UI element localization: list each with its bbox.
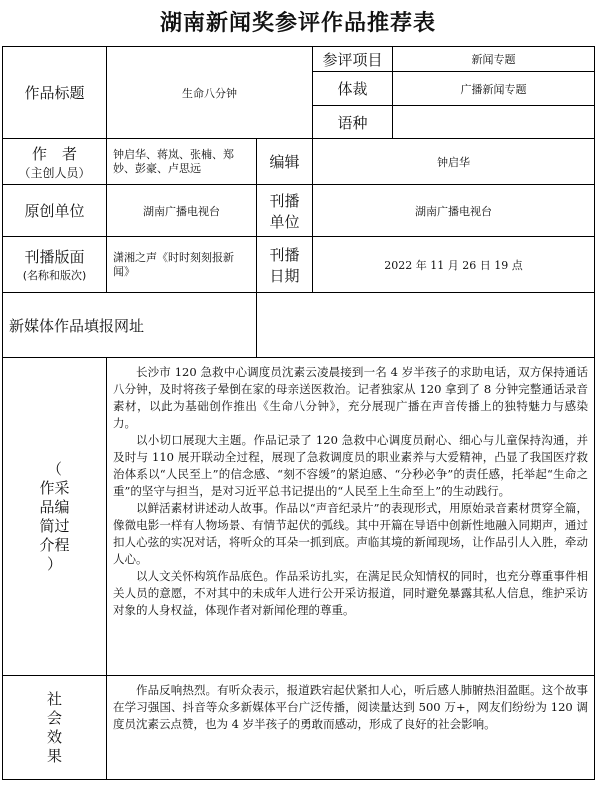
label-language: 语种 (313, 106, 393, 139)
intro-paragraph: 以人文关怀构筑作品底色。作品采访扎实，在满足民众知情权的同时，也充分尊重事件相关人员的意愿，不对其中的未成年人进行公开采访报道，同时避免暴露其私人信息，维护采访对象的人身权益，体现作者对新闻伦理的尊重。 (113, 569, 588, 617)
label-pub-section (3, 237, 107, 293)
value-authors: 钟启华、蒋岚、张楠、郑妙、彭豪、卢思远 (107, 139, 257, 185)
label-author (3, 139, 107, 185)
label-intro-line: （ (46, 459, 62, 478)
label-intro (3, 358, 107, 676)
label-pub-date-line2: 日期 (269, 266, 300, 285)
label-original-unit: 原创单位 (3, 185, 107, 237)
recommendation-form (2, 46, 595, 780)
value-original-unit: 湖南广播电视台 (107, 185, 257, 237)
label-work-title: 作品标题 (3, 47, 107, 139)
intro-paragraph: 长沙市 120 急救中心调度员沈素云凌晨接到一名 4 岁半孩子的求助电话，双方保持通话八分钟，及时将孩子晕倒在家的母亲送医救治。记者独家从 120 拿到了 8 分钟完整通话录音素材，以此为基础创作推出《生命八分钟》，充分展现广播在声音传播上的独特魅力与感染力。 (113, 365, 588, 430)
label-pub-date-line1: 刊播 (269, 245, 300, 264)
label-social-effect (3, 676, 107, 780)
label-new-media-url: 新媒体作品填报网址 (3, 293, 257, 358)
label-intro-line: 介程 (39, 535, 70, 554)
label-pub-unit-line1: 刊播 (269, 191, 300, 210)
value-genre: 广播新闻专题 (393, 72, 595, 106)
label-social-effect-line: 果 (46, 746, 62, 765)
value-work-title: 生命八分钟 (107, 47, 313, 139)
intro-body (107, 358, 595, 676)
label-pub-unit-line2: 单位 (269, 212, 300, 231)
label-social-effect-line: 会 (46, 708, 62, 727)
label-intro-line: ） (46, 554, 62, 573)
label-editor: 编辑 (257, 139, 313, 185)
value-category: 新闻专题 (393, 47, 595, 72)
label-pub-date (257, 237, 313, 293)
label-author-line1: 作 者 (31, 144, 77, 163)
label-pub-section-line2: (名称和版次) (22, 269, 87, 282)
value-language (393, 106, 595, 139)
social-effect-body (107, 676, 595, 780)
label-intro-line: 简过 (39, 516, 70, 535)
label-intro-line: 作采 (39, 478, 70, 497)
value-editor: 钟启华 (313, 139, 595, 185)
label-genre: 体裁 (313, 72, 393, 106)
form-title: 湖南新闻奖参评作品推荐表 (159, 10, 436, 36)
label-pub-unit (257, 185, 313, 237)
label-social-effect-line: 效 (46, 727, 62, 746)
value-pub-date: 2022 年 11 月 26 日 19 点 (313, 237, 595, 293)
intro-paragraph: 以小切口展现大主题。作品记录了 120 急救中心调度员耐心、细心与儿童保持沟通，并及时与 110 展开联动全过程，展现了急救调度员的职业素养与大爱精神，凸显了我国医疗救治体系以“人民至上”的信念感、“刻不容缓”的紧迫感、“分秒必争”的责任感，托举起“生命之重”的坚守与担当，是对习近平总书记提出的“人民至上生命至上”的生动践行。 (113, 433, 588, 498)
value-new-media-url (257, 293, 595, 358)
label-pub-section-line1: 刊播版面 (24, 248, 85, 266)
label-category: 参评项目 (313, 47, 393, 72)
social-effect-paragraph: 作品反响热烈。有听众表示，报道跌宕起伏紧扣人心，听后感人肺腑热泪盈眶。这个故事在学习强国、抖音等众多新媒体平台广泛传播，阅读量达到 500 万+，网友们纷纷为 120 调度员沈素云点赞，也为 4 岁半孩子的勇敢而感动，形成了良好的社会影响。 (113, 683, 588, 731)
intro-paragraph: 以鲜活素材讲述动人故事。作品以“声音纪录片”的表现形式，用原始录音素材贯穿全篇，像微电影一样有人物场景、有情节起伏的弧线。其中开篇在导语中创新性地融入同期声，通过扣人心弦的实况对话，将听众的耳朵一抓到底。声临其境的新闻现场，让作品引人入胜，牵动人心。 (113, 501, 588, 566)
label-author-line2: （主创人员） (18, 165, 91, 180)
label-intro-line: 品编 (39, 497, 70, 516)
value-pub-section: 潇湘之声《时时刻刻报新闻》 (107, 237, 257, 293)
value-pub-unit: 湖南广播电视台 (313, 185, 595, 237)
label-social-effect-line: 社 (46, 689, 62, 708)
